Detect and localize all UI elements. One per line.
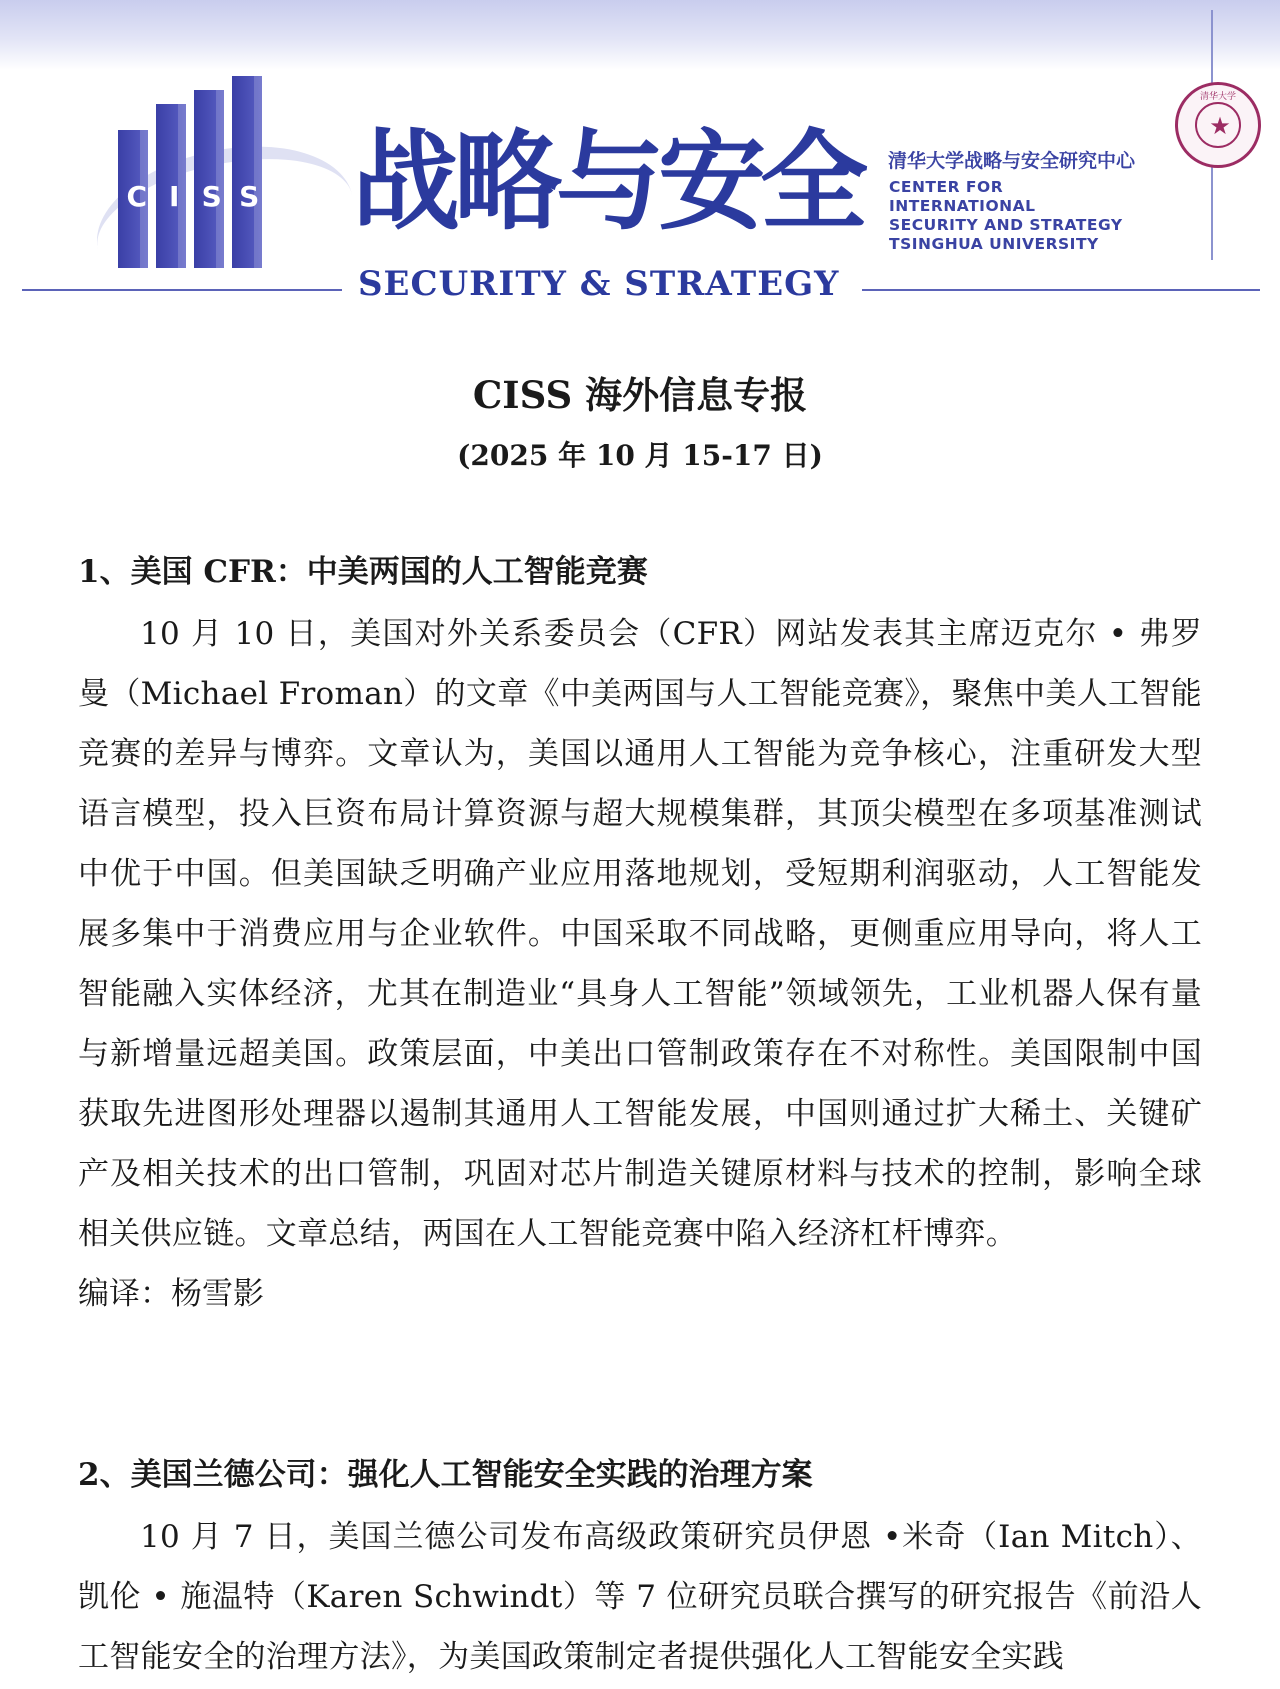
logo-bar (194, 90, 224, 268)
center-name-line: TSINGHUA UNIVERSITY (889, 235, 1099, 253)
article-body: 10 月 7 日，美国兰德公司发布高级政策研究员伊恩 •米奇（Ian Mitch）、凯伦 • 施温特（Karen Schwindt）等 7 位研究员联合撰写的研究报告《前沿人工智能安全的治理方法》，为美国政策制定者提供强化人工智能安全实践 (78, 1519, 1202, 1675)
center-name-line: SECURITY AND STRATEGY (889, 216, 1123, 234)
seal-text: 清华大学 (1199, 92, 1236, 102)
center-name-line: CENTER FOR (889, 178, 1004, 196)
tsinghua-seal (1175, 82, 1261, 168)
journal-title-en: SECURITY & STRATEGY (358, 264, 840, 304)
article-1 (78, 552, 1202, 1324)
logo-letter: S (239, 180, 260, 213)
article-heading: 2、美国兰德公司：强化人工智能安全实践的治理方案 (78, 1457, 813, 1493)
center-name-en (889, 178, 1123, 254)
document-title: CISS 海外信息专报 (472, 373, 808, 417)
logo-letter: I (169, 180, 180, 213)
ciss-logo-bars (118, 68, 268, 268)
center-name-cn: 清华大学战略与安全研究中心 (888, 150, 1136, 172)
title-rule-left (22, 289, 342, 291)
logo-letter: S (201, 180, 222, 213)
article-editor: 编译：杨雪影 (78, 1276, 264, 1312)
article-heading: 1、美国 CFR：中美两国的人工智能竞赛 (78, 554, 648, 590)
ciss-logo-letters (118, 180, 268, 212)
article-body: 10 月 10 日，美国对外关系委员会（CFR）网站发表其主席迈克尔 • 弗罗曼（Michael Froman）的文章《中美两国与人工智能竞赛》，聚焦中美人工智能竞赛的差异与博弈。文章认为，美国以通用人工智能为竞争核心，注重研发大型语言模型，投入巨资布局计算资源与超大规模集群，其顶尖模型在多项基准测试中优于中国。但美国缺乏明确产业应用落地规划，受短期利润驱动，人工智能发展多集中于消费应用与企业软件。中国采取不同战略，更侧重应用导向，将人工智能融入实体经济，尤其在制造业“具身人工智能”领域领先，工业机器人保有量与新增量远超美国。政策层面，中美出口管制政策存在不对称性。美国限制中国获取先进图形处理器以遏制其通用人工智能发展，中国则通过扩大稀土、关键矿产及相关技术的出口管制，巩固对芯片制造关键原材料与技术的控制，影响全球相关供应链。文章总结，两国在人工智能竞赛中陷入经济杠杆博弈。 (78, 616, 1202, 1252)
title-rule-right (862, 289, 1260, 291)
article-2 (78, 1455, 1202, 1687)
logo-bar (232, 76, 262, 268)
journal-title-cn: 战略与安全 (352, 120, 863, 245)
star-seal-icon: ★ (1209, 112, 1231, 140)
logo-letter: C (126, 180, 148, 213)
seal-inner-ring (1195, 102, 1241, 148)
header-background-band (0, 0, 1280, 70)
document-date: (2025 年 10 月 15-17 日) (457, 439, 823, 472)
center-name-line: INTERNATIONAL (889, 197, 1036, 215)
